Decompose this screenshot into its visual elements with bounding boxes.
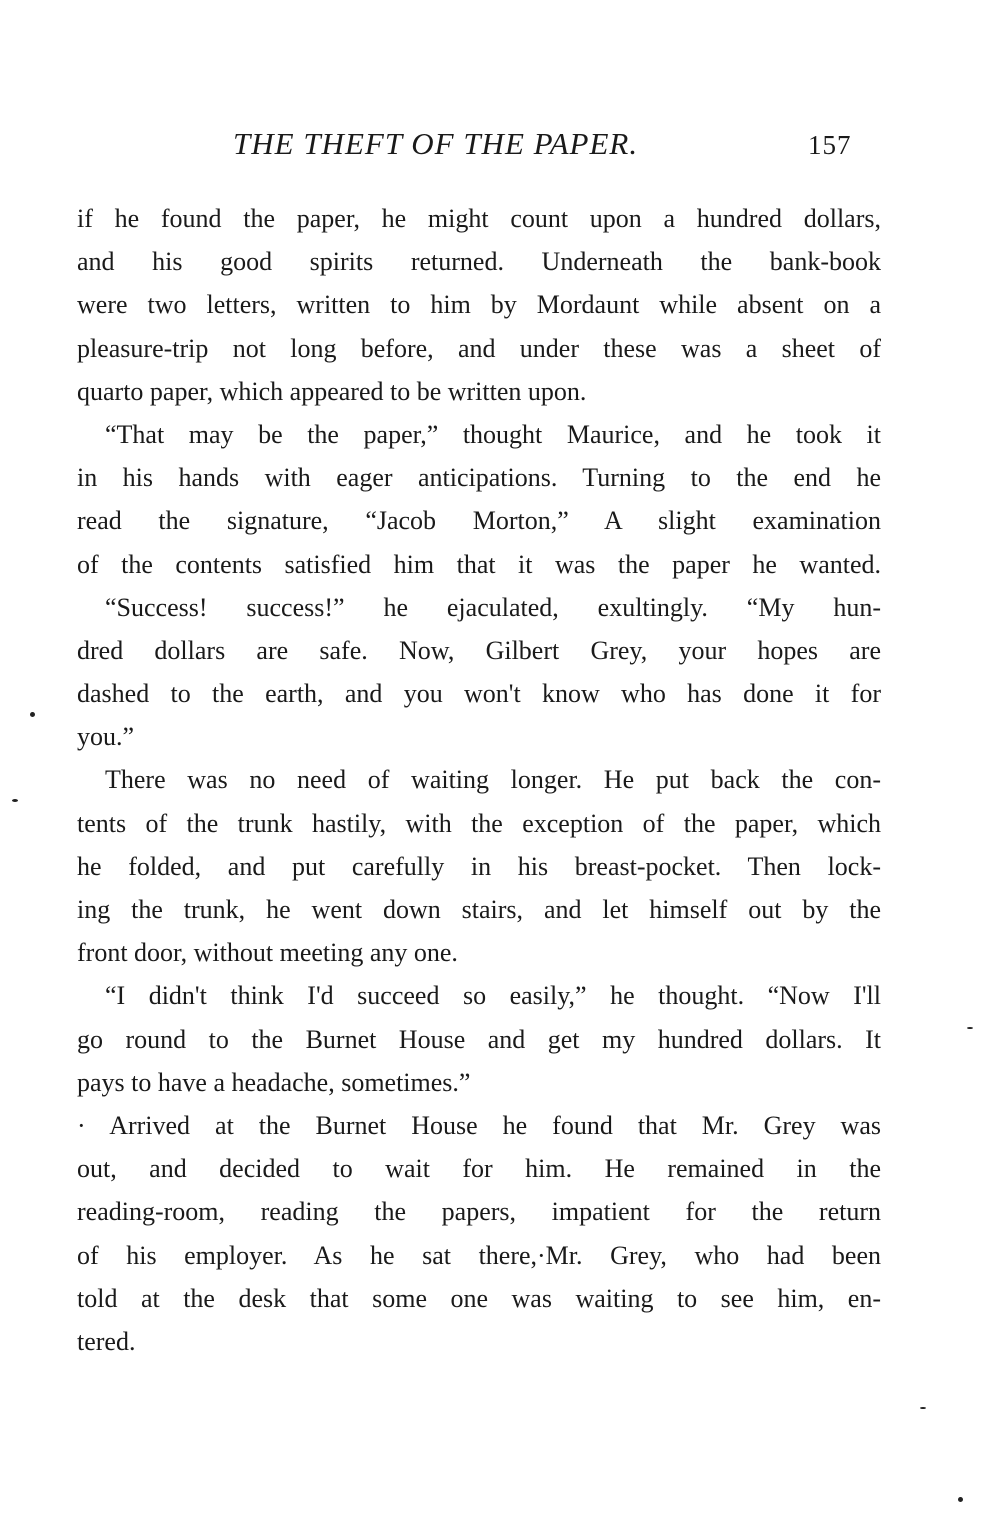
text-line: of the contents satisfied him that it was the paper he wanted. (77, 549, 881, 579)
text-line: tents of the trunk hastily, with the exception of the paper, which (77, 808, 881, 838)
text-line: go round to the Burnet House and get my hundred dollars. It (77, 1024, 881, 1054)
scan-speck (30, 712, 35, 717)
text-line: “I didn't think I'd succeed so easily,” he thought. “Now I'll (105, 981, 881, 1011)
text-line: told at the desk that some one was waiting to see him, en- (77, 1283, 881, 1313)
text-line: were two letters, written to him by Mordaunt while absent on a (77, 290, 881, 320)
text-line: ing the trunk, he went down stairs, and let himself out by the (77, 895, 881, 924)
text-line: and his good spirits returned. Underneath the bank-book (77, 247, 881, 277)
scan-speck (920, 1407, 926, 1409)
text-line: · Arrived at the Burnet House he found that Mr. Grey was (77, 1110, 881, 1140)
text-line: you.” (77, 722, 135, 752)
scan-speck (12, 799, 18, 802)
page-number: 157 (808, 130, 852, 160)
running-title: THE THEFT OF THE PAPER. (233, 126, 639, 161)
text-line: reading-room, reading the papers, impatient for the return (77, 1197, 881, 1227)
text-line: dred dollars are safe. Now, Gilbert Grey, your hopes are (77, 635, 881, 665)
scan-speck (958, 1497, 963, 1502)
text-line: of his employer. As he sat there,·Mr. Grey, who had been (77, 1240, 881, 1270)
text-line: he folded, and put carefully in his breast-pocket. Then lock- (77, 851, 881, 881)
text-line: pays to have a headache, sometimes.” (77, 1067, 471, 1097)
body-text (77, 197, 881, 1363)
text-line: “That may be the paper,” thought Maurice, and he took it (105, 419, 881, 449)
text-line: “Success! success!” he ejaculated, exultingly. “My hun- (105, 592, 881, 622)
text-line: front door, without meeting any one. (77, 938, 458, 968)
text-line: in his hands with eager anticipations. Turning to the end he (77, 463, 881, 493)
scan-speck (967, 1027, 973, 1029)
running-head (0, 126, 989, 166)
text-line: quarto paper, which appeared to be written upon. (77, 376, 587, 406)
text-line: read the signature, “Jacob Morton,” A slight examination (77, 506, 881, 536)
text-line: if he found the paper, he might count upon a hundred dollars, (77, 204, 881, 233)
text-line: pleasure-trip not long before, and under these was a sheet of (77, 333, 881, 363)
text-line: out, and decided to wait for him. He remained in the (77, 1154, 881, 1184)
text-line: tered. (77, 1326, 136, 1356)
text-line: There was no need of waiting longer. He put back the con- (105, 765, 881, 795)
text-line: dashed to the earth, and you won't know who has done it for (77, 679, 881, 709)
